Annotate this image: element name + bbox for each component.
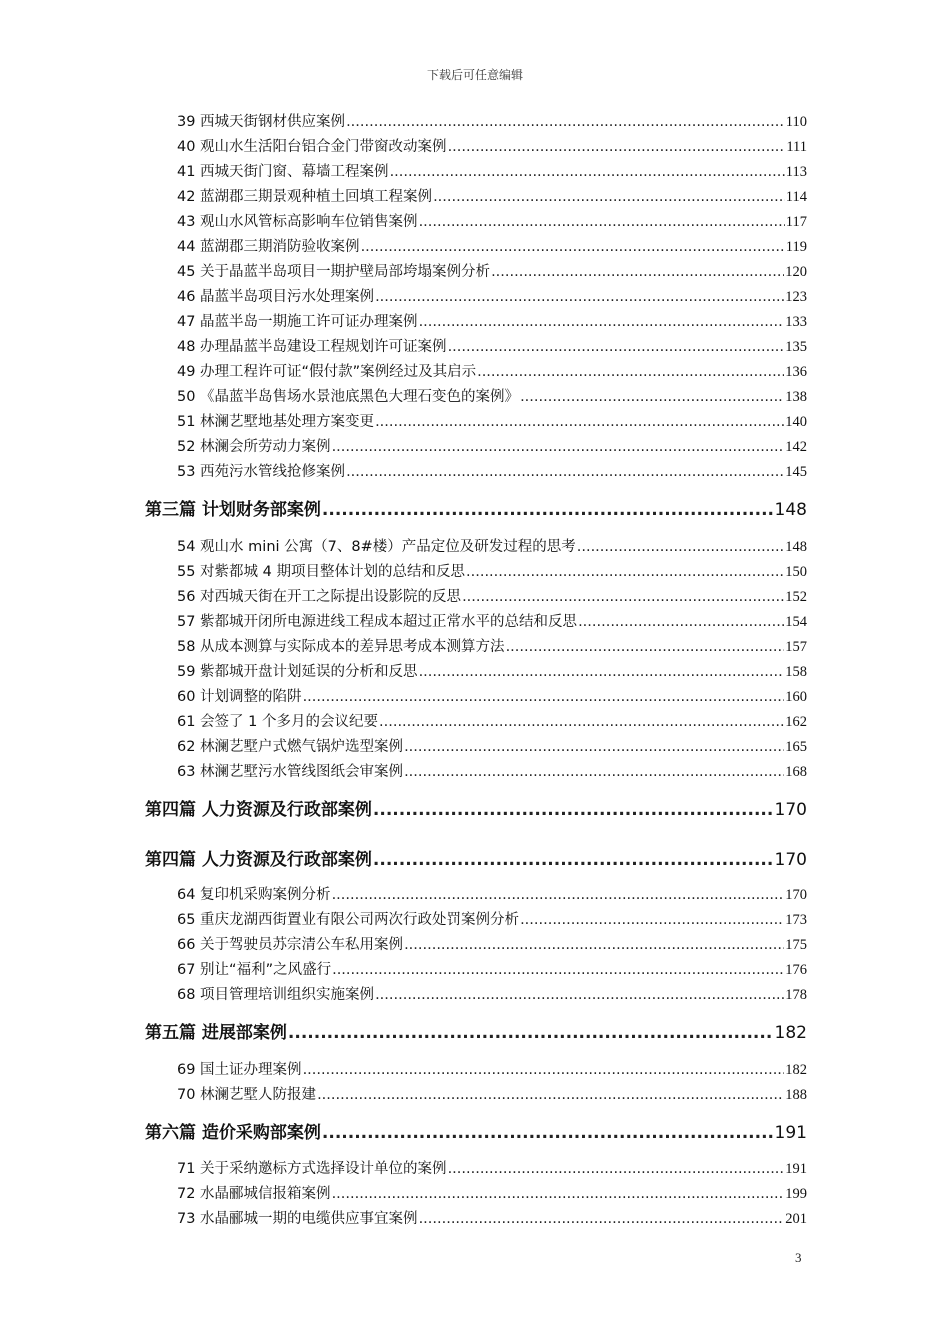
toc-item-row[interactable] [177, 983, 807, 1004]
toc-item-row[interactable] [177, 560, 807, 581]
toc-chapter-row[interactable] [145, 795, 807, 820]
toc-leader-dots [375, 414, 784, 430]
toc-page-number: 136 [785, 364, 807, 380]
toc-page-number: 162 [785, 714, 807, 730]
toc-entry-title: 69 国土证办理案例 [177, 1062, 302, 1078]
toc-page-number: 182 [785, 1062, 807, 1078]
toc-item-row[interactable] [177, 735, 807, 756]
toc-item-row[interactable] [177, 360, 807, 381]
toc-leader-dots [373, 850, 774, 870]
toc-page-number: 110 [785, 114, 807, 130]
toc-entry-title: 第五篇 进展部案例 [145, 1023, 287, 1043]
toc-item-row[interactable] [177, 1083, 807, 1104]
toc-entry-title: 73 水晶郦城一期的电缆供应事宜案例 [177, 1211, 418, 1227]
toc-entry-title: 68 项目管理培训组织实施案例 [177, 987, 375, 1003]
toc-entry-title: 45 关于晶蓝半岛项目一期护壁局部垮塌案例分析 [177, 264, 491, 280]
toc-item-row[interactable] [177, 1157, 807, 1178]
toc-entry-title: 49 办理工程许可证“假付款”案例经过及其启示 [177, 364, 477, 380]
toc-entry-title: 53 西苑污水管线抢修案例 [177, 464, 346, 480]
toc-leader-dots [332, 1186, 785, 1202]
toc-entry-title: 39 西城天街钢材供应案例 [177, 114, 346, 130]
toc-item-row[interactable] [177, 660, 807, 681]
page-header: 下载后可任意编辑 [426, 68, 523, 82]
toc-page-number: 133 [785, 314, 807, 330]
toc-entry-title: 66 关于驾驶员苏宗清公车私用案例 [177, 937, 404, 953]
toc-entry-title: 46 晶蓝半岛项目污水处理案例 [177, 289, 375, 305]
toc-chapter-row[interactable] [145, 495, 807, 520]
toc-page-number: 165 [785, 739, 807, 755]
toc-entry-title: 52 林澜会所劳动力案例 [177, 439, 331, 455]
toc-leader-dots [578, 614, 784, 630]
toc-page-number: 150 [785, 564, 807, 580]
toc-page-number: 175 [785, 937, 807, 953]
toc-page-number: 123 [785, 289, 807, 305]
toc-leader-dots [303, 689, 785, 705]
toc-page-number: 170 [774, 800, 807, 820]
toc-entry-title: 70 林澜艺墅人防报建 [177, 1087, 317, 1103]
toc-leader-dots [332, 887, 785, 903]
toc-page-number: 178 [785, 987, 807, 1003]
toc-page-number: 173 [785, 912, 807, 928]
toc-item-row[interactable] [177, 260, 807, 281]
toc-page-number: 176 [785, 962, 807, 978]
toc-entry-title: 55 对紫都城 4 期项目整体计划的总结和反思 [177, 564, 466, 580]
toc-item-row[interactable] [177, 958, 807, 979]
toc-leader-dots [520, 389, 784, 405]
toc-item-row[interactable] [177, 285, 807, 306]
toc-entry-title: 64 复印机采购案例分析 [177, 887, 331, 903]
toc-entry-title: 58 从成本测算与实际成本的差异思考成本测算方法 [177, 639, 505, 655]
toc-entry-title: 57 紫都城开闭所电源进线工程成本超过正常水平的总结和反思 [177, 614, 578, 630]
toc-page-number: 152 [785, 589, 807, 605]
toc-entry-title: 40 观山水生活阳台铝合金门带窗改动案例 [177, 139, 447, 155]
toc-leader-dots [577, 539, 785, 555]
toc-item-row[interactable] [177, 160, 807, 181]
toc-page-number: 168 [785, 764, 807, 780]
toc-item-row[interactable] [177, 685, 807, 706]
toc-page-number: 111 [786, 139, 807, 155]
toc-leader-dots [390, 164, 785, 180]
toc-leader-dots [506, 639, 785, 655]
toc-page-number: 160 [785, 689, 807, 705]
toc-page-number: 199 [785, 1186, 807, 1202]
toc-page-number: 135 [785, 339, 807, 355]
toc-leader-dots [346, 114, 785, 130]
toc-page-number: 201 [785, 1211, 807, 1227]
toc-entry-title: 42 蓝湖郡三期景观种植土回填工程案例 [177, 189, 433, 205]
toc-item-row[interactable] [177, 908, 807, 929]
toc-entry-title: 44 蓝湖郡三期消防验收案例 [177, 239, 360, 255]
toc-page-number: 120 [785, 264, 807, 280]
toc-leader-dots [448, 1161, 785, 1177]
toc-page-number: 117 [785, 214, 807, 230]
toc-entry-title: 第六篇 造价采购部案例 [145, 1123, 321, 1143]
toc-entry-title: 51 林澜艺墅地基处理方案变更 [177, 414, 375, 430]
toc-item-row[interactable] [177, 610, 807, 631]
toc-item-row[interactable] [177, 535, 807, 556]
toc-page-number: 140 [785, 414, 807, 430]
toc-item-row[interactable] [177, 235, 807, 256]
toc-item-row[interactable] [177, 635, 807, 656]
toc-item-row[interactable] [177, 110, 807, 131]
toc-leader-dots [322, 500, 774, 520]
toc-leader-dots [317, 1087, 784, 1103]
toc-page-number: 170 [774, 850, 807, 870]
toc-entry-title: 第四篇 人力资源及行政部案例 [145, 850, 372, 870]
toc-entry-title: 65 重庆龙湖西街置业有限公司两次行政处罚案例分析 [177, 912, 520, 928]
toc-leader-dots [433, 189, 785, 205]
toc-page-number: 113 [785, 164, 807, 180]
toc-item-row[interactable] [177, 310, 807, 331]
toc-page-number: 170 [785, 887, 807, 903]
toc-page-number: 158 [785, 664, 807, 680]
toc-item-row[interactable] [177, 135, 807, 156]
toc-leader-dots [491, 264, 784, 280]
toc-leader-dots [375, 987, 784, 1003]
toc-leader-dots [466, 564, 784, 580]
toc-item-row[interactable] [177, 760, 807, 781]
toc-entry-title: 60 计划调整的陷阱 [177, 689, 302, 705]
toc-leader-dots [373, 800, 774, 820]
toc-item-row[interactable] [177, 210, 807, 231]
toc-entry-title: 48 办理晶蓝半岛建设工程规划许可证案例 [177, 339, 447, 355]
toc-leader-dots [419, 1211, 785, 1227]
toc-item-row[interactable] [177, 385, 807, 406]
toc-chapter-row[interactable] [145, 1118, 807, 1143]
toc-leader-dots [346, 464, 784, 480]
toc-leader-dots [332, 439, 785, 455]
toc-item-row[interactable] [177, 435, 807, 456]
toc-item-row[interactable] [177, 1182, 807, 1203]
toc-leader-dots [375, 289, 784, 305]
toc-leader-dots [520, 912, 784, 928]
toc-leader-dots [404, 937, 784, 953]
toc-entry-title: 第三篇 计划财务部案例 [145, 500, 321, 520]
toc-leader-dots [419, 664, 785, 680]
toc-entry-title: 第四篇 人力资源及行政部案例 [145, 800, 372, 820]
toc-page-number: 188 [785, 1087, 807, 1103]
toc-leader-dots [361, 239, 785, 255]
toc-page-number: 148 [774, 500, 807, 520]
toc-page-number: 145 [785, 464, 807, 480]
toc-entry-title: 59 紫都城开盘计划延误的分析和反思 [177, 664, 418, 680]
toc-page-number: 182 [774, 1023, 807, 1043]
toc-entry-title: 41 西城天街门窗、幕墙工程案例 [177, 164, 389, 180]
toc-item-row[interactable] [177, 710, 807, 731]
toc-leader-dots [448, 139, 786, 155]
toc-page-number: 154 [785, 614, 807, 630]
toc-leader-dots [419, 314, 785, 330]
toc-item-row[interactable] [177, 335, 807, 356]
toc-item-row[interactable] [177, 460, 807, 481]
toc-entry-title: 50 《晶蓝半岛售场水景池底黑色大理石变色的案例》 [177, 389, 520, 405]
toc-entry-title: 43 观山水风管标高影响车位销售案例 [177, 214, 418, 230]
toc-item-row[interactable] [177, 1058, 807, 1079]
toc-chapter-row[interactable] [145, 845, 807, 870]
toc-item-row[interactable] [177, 933, 807, 954]
toc-entry-title: 71 关于采纳邀标方式选择设计单位的案例 [177, 1161, 447, 1177]
toc-entry-title: 56 对西城天街在开工之际提出设影院的反思 [177, 589, 462, 605]
toc-leader-dots [477, 364, 784, 380]
toc-entry-title: 67 别让“福利”之风盛行 [177, 962, 332, 978]
toc-item-row[interactable] [177, 1207, 807, 1228]
toc-entry-title: 54 观山水 mini 公寓（7、8#楼）产品定位及研发过程的思考 [177, 539, 576, 555]
toc-entry-title: 62 林澜艺墅户式燃气锅炉选型案例 [177, 739, 404, 755]
page-number: 3 [795, 1250, 802, 1265]
toc-leader-dots [404, 739, 784, 755]
toc-page-number: 114 [785, 189, 807, 205]
toc-leader-dots [379, 714, 784, 730]
toc-item-row[interactable] [177, 410, 807, 431]
toc-item-row[interactable] [177, 185, 807, 206]
toc-leader-dots [322, 1123, 774, 1143]
toc-chapter-row[interactable] [145, 1018, 807, 1043]
toc-leader-dots [462, 589, 784, 605]
toc-leader-dots [419, 214, 785, 230]
toc-entry-title: 63 林澜艺墅污水管线图纸会审案例 [177, 764, 404, 780]
toc-item-row[interactable] [177, 585, 807, 606]
toc-page-number: 157 [785, 639, 807, 655]
toc-page-number: 142 [785, 439, 807, 455]
toc-entry-title: 47 晶蓝半岛一期施工许可证办理案例 [177, 314, 418, 330]
toc-leader-dots [448, 339, 785, 355]
toc-page-number: 191 [785, 1161, 807, 1177]
toc-leader-dots [303, 1062, 785, 1078]
toc-page-number: 191 [774, 1123, 807, 1143]
toc-leader-dots [288, 1023, 774, 1043]
toc-entry-title: 72 水晶郦城信报箱案例 [177, 1186, 331, 1202]
toc-entry-title: 61 会签了 1 个多月的会议纪要 [177, 714, 379, 730]
toc-page-number: 119 [785, 239, 807, 255]
toc-leader-dots [404, 764, 784, 780]
toc-page-number: 148 [785, 539, 807, 555]
toc-leader-dots [332, 962, 784, 978]
toc-page-number: 138 [785, 389, 807, 405]
toc-item-row[interactable] [177, 883, 807, 904]
